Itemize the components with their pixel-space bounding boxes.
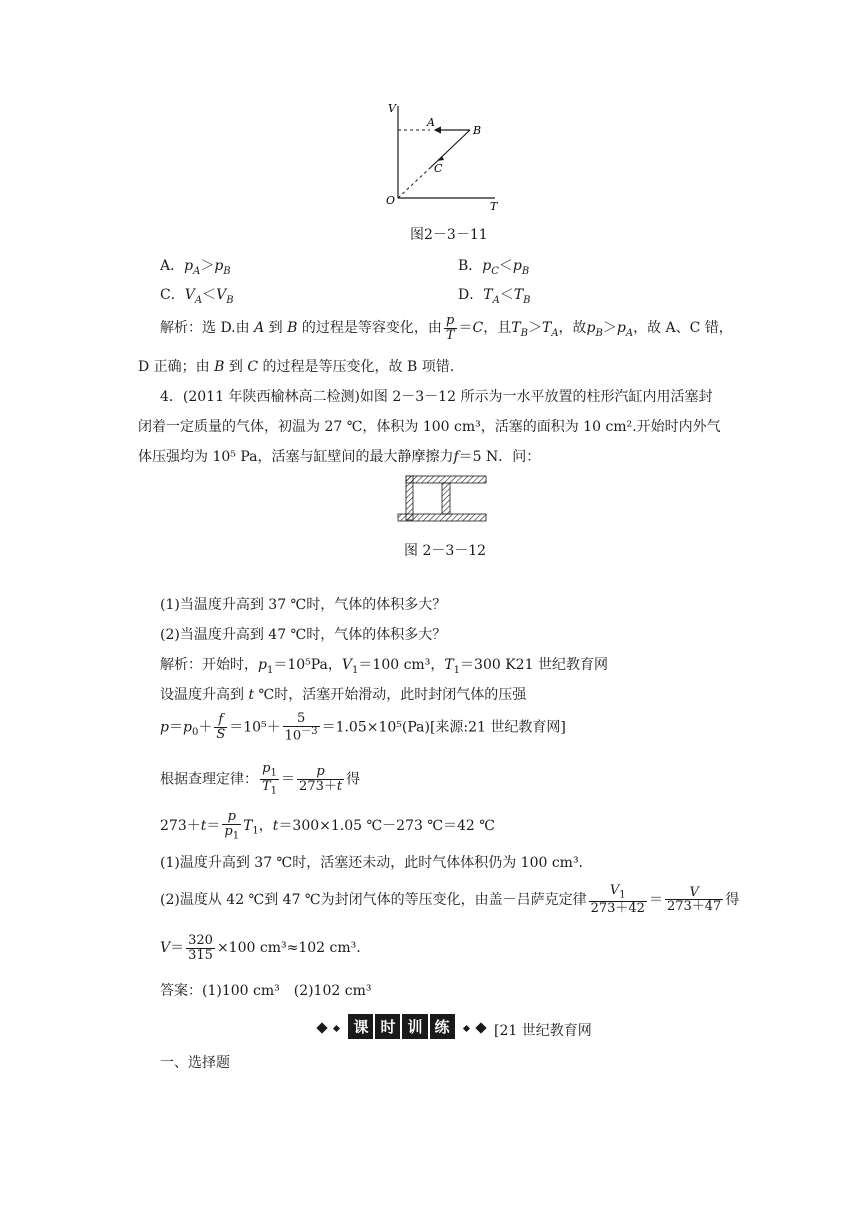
section-banner	[314, 1014, 489, 1039]
solution-line6: (1)温度升高到 37 ℃时，活塞还未动，此时气体体积仍为 100 cm³.	[160, 855, 584, 871]
analysis1-line1: 解析：选 D.由 A 到 B 的过程是等容变化，由 $\frac{p}{T}$ ＝C，且$T_B>T_A$，故$p_B>p_A$，故 A、C 错，	[160, 313, 733, 343]
banner-char: 时	[375, 1014, 400, 1039]
section-heading: 一、选择题	[160, 1055, 230, 1071]
vt-graph-figure	[380, 100, 510, 215]
solution-line3: $p=p_0+$ $\frac{f}{S}$ ＝10⁵＋ $\frac{5}{10^{-3}}$ ＝1.05×10⁵(Pa)[来源:21 世纪教育网]	[160, 711, 566, 743]
diamond-icon	[475, 1022, 486, 1033]
label-a: A	[427, 116, 435, 129]
solution-line8: V＝ $\frac{320}{315}$ ×100 cm³≈102 cm³.	[160, 933, 361, 963]
solution-line5: 273＋t＝ $\frac{p}{p_1}$ $T_1$，t＝300×1.05 ℃－273 ℃＝42 ℃	[160, 809, 495, 842]
problem4-line3: 体压强均为 10⁵ Pa，活塞与缸壁间的最大静摩擦力f＝5 N．问：	[138, 449, 541, 465]
banner-char: 课	[348, 1014, 373, 1039]
problem4-line1: 4．(2011 年陕西榆林高二检测)如图 2－3－12 所示为一水平放置的柱形汽缸内用活塞封	[160, 389, 713, 405]
banner-side-text: [21 世纪教育网	[494, 1023, 592, 1039]
option-a: A．$p_A>p_B$	[160, 258, 231, 277]
dashed-line-oc	[398, 168, 430, 198]
cylinder-figure	[396, 474, 488, 530]
figure2-caption: 图 2－3－12	[404, 543, 487, 559]
label-v: V	[388, 102, 396, 115]
solution-line2: 设温度升高到 t ℃时，活塞开始滑动，此时封闭气体的压强	[160, 687, 527, 703]
piston	[442, 483, 450, 514]
option-d: D．$T_A<T_B$	[458, 287, 531, 306]
label-b: B	[473, 124, 482, 137]
solution-line1: 解析：开始时，$p_1=10^5Pa$，$V_1=100$ cm³，$T_1=300$ K21 世纪教育网	[160, 657, 608, 676]
diamond-icon	[333, 1024, 340, 1031]
solution-line7: (2)温度从 42 ℃到 47 ℃为封闭气体的等压变化，由盖－吕萨克定律 $\frac{V_1}{273+42}$ ＝ $\frac{V}{273+47}$ 得	[160, 883, 740, 917]
vt-graph	[380, 100, 510, 215]
problem4-line2: 闭着一定质量的气体，初温为 27 ℃，体积为 100 cm³，活塞的面积为 10 cm².开始时内外气	[138, 419, 721, 435]
figure1-caption: 图2－3－11	[410, 227, 488, 243]
answer-line: 答案：(1)100 cm³ (2)102 cm³	[160, 983, 372, 999]
cylinder-diagram	[396, 474, 488, 530]
question-2: (2)当温度升高到 47 ℃时，气体的体积多大？	[160, 627, 447, 643]
solution-line4: 根据查理定律： $\frac{p_1}{T_1}$ ＝ $\frac{p}{273+t}$ 得	[160, 761, 361, 797]
option-b: B．$p_C<p_B$	[458, 258, 530, 277]
option-c: C．$V_A<V_B$	[160, 287, 234, 306]
diamond-icon	[463, 1024, 470, 1031]
question-1: (1)当温度升高到 37 ℃时，气体的体积多大？	[160, 597, 447, 613]
analysis1-line2: D 正确；由 B 到 C 的过程是等压变化，故 B 项错.	[138, 359, 455, 375]
label-o: O	[386, 194, 396, 207]
banner-char: 训	[402, 1014, 427, 1039]
label-t: T	[490, 200, 498, 213]
arrow-bc	[437, 156, 444, 161]
diamond-icon	[316, 1022, 327, 1033]
banner-char: 练	[430, 1014, 455, 1039]
label-c: C	[434, 162, 443, 175]
